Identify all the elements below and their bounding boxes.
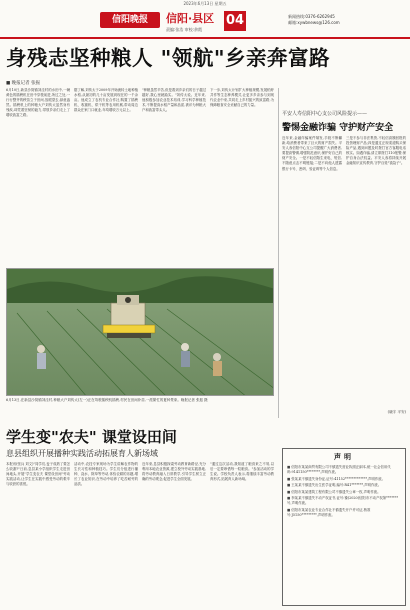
main-article-column: 下一步,刘传太计划扩大种植规模,发展稻虾共作等生态种养模式,让更多乡亲参与到现代农业中来,共同走上乡村振兴的致富路,为保障粮食安全贡献自己的力量。 — [210, 88, 274, 108]
declaration-item: ■ 信阳市某某建筑工程有限公司不慎遗失公章一枚,声明作废。 — [287, 490, 401, 495]
article2-column: "通过这次活动,我知道了粮食来之不易,以后一定要珍惜每一粒粮食。"参加活动的学生说。学校负责人表示,将继续丰富劳动教育形式,拓展育人新场域。 — [210, 462, 274, 482]
hotline-phone: 新闻热线:0376-6262945 — [288, 14, 335, 19]
article2-column: 活动中,农技专家现场为学生讲解农作物的生长习性和种植技巧。学生们分组进行播种、浇水、除草等劳动,体验农耕的乐趣,增长了农业知识,在劳动中培养了吃苦耐劳的品质。 — [74, 462, 138, 487]
right-article-headline: 警惕金融诈骗 守护财产安全 — [282, 123, 394, 133]
right-article-column: 三是不参与非法集资,不轻信高额回报的投资理财产品;四是通过正规渠道购买保险产品,遇到问题及时拨打官方客服电话核实。如遇诈骗,请立即拨打110报警,保护自身合法权益。平安人寿将持续开展金融知识宣传教育,守护百姓"钱袋子"。 — [346, 136, 406, 166]
right-article-signature: (晓宇 平安) — [387, 410, 406, 414]
declaration-list — [283, 462, 405, 523]
main-article-column: 据了解,刘传太于2009年开始流转土地种植水稻,从最初的几十亩发展到现在的一千余亩。他成立了农机专业合作社,购置了插秧机、收割机、烘干机等农用机械,带动周边群众在家门口就业,年均增收万元以上。 — [74, 88, 138, 113]
header-rule — [0, 37, 410, 39]
right-article-kicker: 平安人寿信阳中心支公司风险提示—— — [282, 111, 368, 117]
column-divider — [278, 88, 279, 418]
article2-column: 本报讯(张兵 刘文)"同学们,麦子成熟了要怎么收割?"日前,息县某小学组织学生走进田间地头,开展"学生变农夫 课堂设田间"劳动实践活动,让学生在实践中感受劳动的艰辛与收获的喜悦。 — [6, 462, 70, 487]
newspaper-brand: 信阳晚报 — [100, 12, 160, 28]
main-headline: 身残志坚种粮人 "领航"乡亲奔富路 — [6, 46, 330, 70]
contact-info — [288, 14, 340, 26]
editors-line: 责编:张浩 审校:余霞 — [166, 27, 202, 32]
main-byline: ■ 晚报记者 张振 — [6, 81, 41, 86]
declaration-box — [282, 448, 406, 606]
hotline-email: 邮箱:xywbnews@126.com — [288, 20, 340, 25]
section-title: 信阳·县区 — [166, 12, 215, 25]
declaration-title: 声明 — [334, 452, 354, 461]
article2-headline: 学生变"农夫" 课堂设田间 — [6, 428, 177, 446]
article2-column: 近年来,息县积极探索劳动教育新路径,充分利用本地农业资源,建立校外劳动实践基地,将劳动教育融入日常教学,引导学生树立正确的劳动观念,促进学生全面发展。 — [142, 462, 206, 482]
issue-date: 2023年6月13日 星期五 — [183, 1, 227, 6]
photo-caption: 6月13日,在新县沙窝镇刘洼村,种粮大户刘传太(左一)正在驾驶插秧机插秧,村民在田间补苗,一派繁忙的夏种景象。晚报记者 张振 摄 — [6, 398, 208, 402]
declaration-item: ■ 信阳市某某农业专业合作社不慎遗失开户许可证,核准号:J5150*********,声明作废。 — [287, 508, 401, 518]
main-article-column: "种粮虽然辛苦,但是看到乡亲们的日子越过越好,我心里就踏实。"刘传太说。近年来,他积极参加农业技术培训,学习科学种植技术,不断提高水稻产量和品质,被评为种粮大户和致富带头人。 — [142, 88, 206, 113]
right-article-column: 近年来,金融诈骗案件频发,手段不断翻新,给消费者带来了巨大的财产损失。平安人寿信阳中心支公司提醒广大消费者,要提高警惕,增强防范意识,保护好自己的财产安全。一是不轻信陌生来电、短信,不随意点击不明链接;二是不向他人透露银行卡号、密码、验证码等个人信息。 — [282, 136, 342, 171]
declaration-item: ■ 张某某不慎遗失身份证,证号:41152*************,声明作废。 — [287, 477, 401, 482]
article2-subheadline: 息县组织开展播种实践活动拓展育人新场域 — [6, 449, 158, 458]
declaration-item: ■ 信阳市某某商贸有限公司不慎遗失营业执照正副本,统一社会信用代码:9141150********,声明作废。 — [287, 465, 401, 475]
farm-photo — [6, 268, 274, 396]
declaration-item: ■ 李某某不慎遗失不动产权证书,证号:豫(2020)信阳市不动产权第*******号,声明作废。 — [287, 496, 401, 506]
declaration-item: ■ 王某某不慎遗失出生医学证明,编号:R41*******,声明作废。 — [287, 483, 401, 488]
main-article-column: 6月10日,新县沙窝镇刘洼村的水田中,一辆黄色的插秧机在田中穿梭前进,所过之处,一行行整齐的秧苗立于田间,放眼望去,绿意盎然。插秧机上的种粮大户刘传太虽然身有残疾,却凭着坚韧的毅力,带领乡亲们走上了增收致富之路。 — [6, 88, 70, 118]
page-number: 04 — [224, 11, 246, 31]
